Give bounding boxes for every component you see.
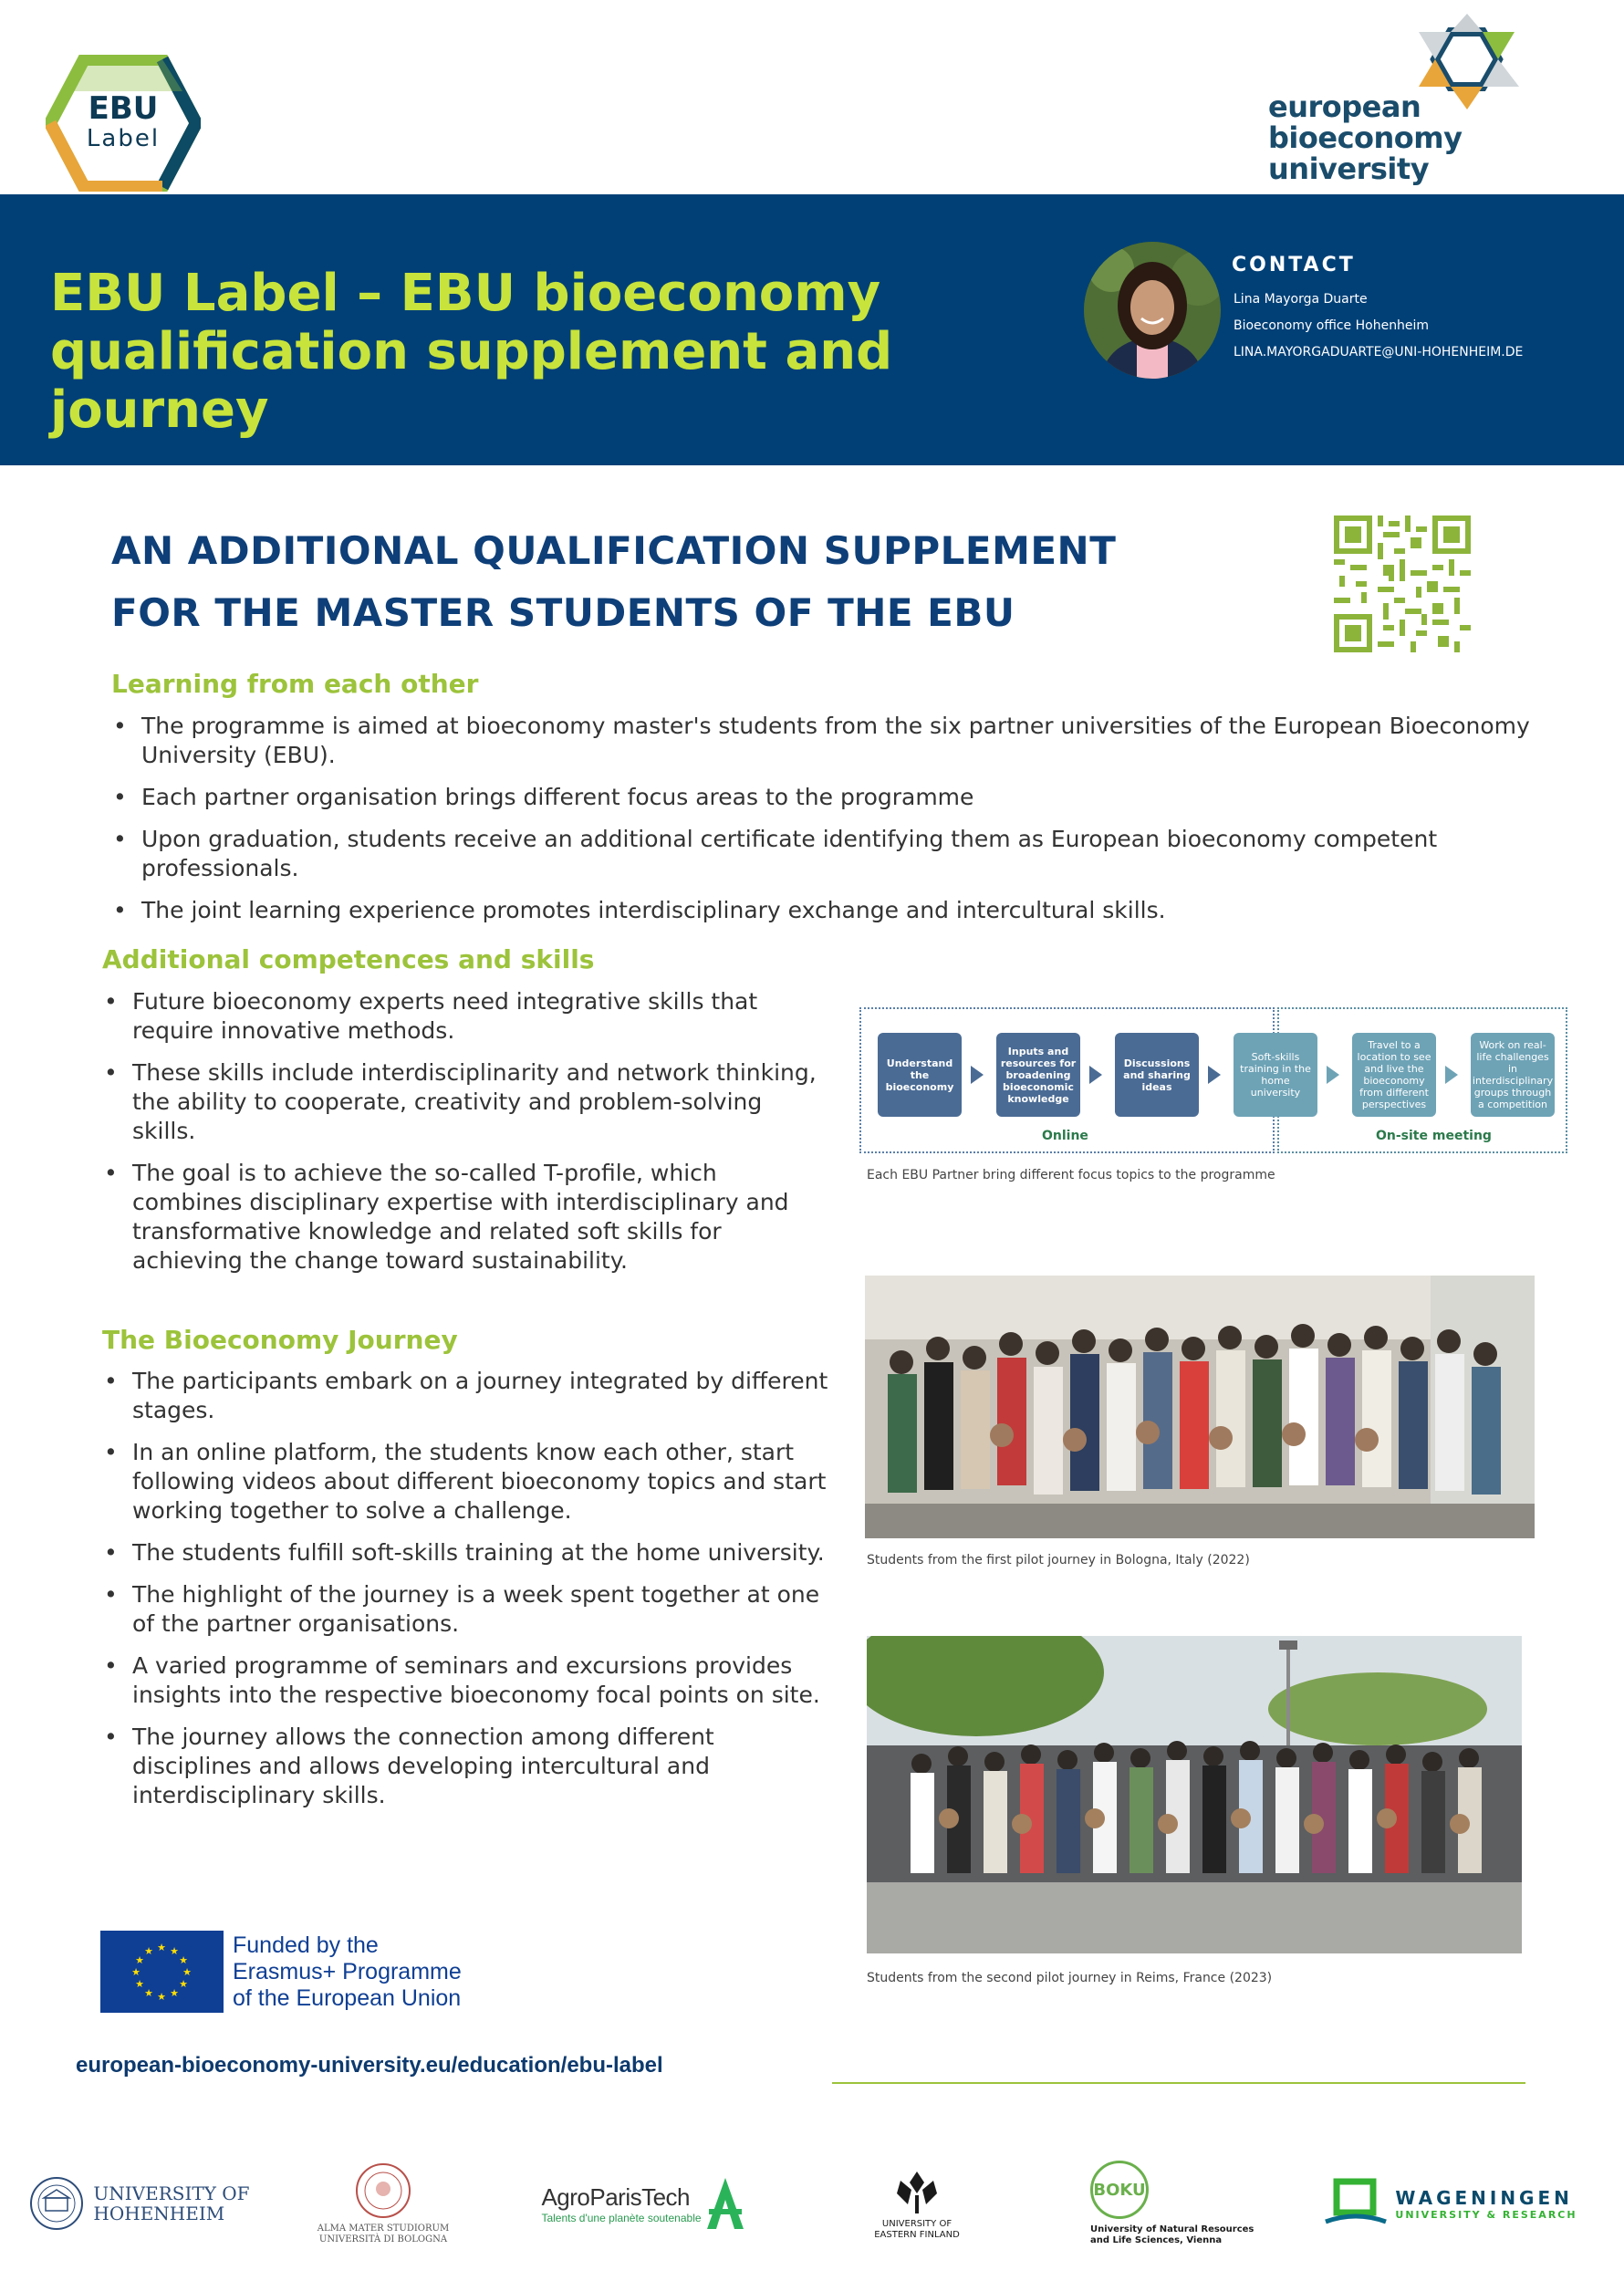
- svg-text:★: ★: [157, 1942, 166, 1953]
- partner-logo-bologna: [292, 2153, 474, 2254]
- phase-label-online: Online: [1042, 1129, 1088, 1143]
- group-photo-reims: [867, 1636, 1522, 1953]
- list-item: • In an online platform, the students know each other, start following videos about different bioeconomy topics and start working together to solve a challenge.: [102, 1438, 832, 1526]
- journey-diagram: [858, 1005, 1569, 1156]
- contact-office: Bioeconomy office Hohenheim: [1234, 318, 1430, 333]
- wageningen-name: WAGENINGEN: [1395, 2186, 1573, 2209]
- erasmus-funding-text: [233, 1932, 462, 2012]
- agroparistech-tagline: Talents d'une planète soutenable: [541, 2211, 702, 2224]
- contact-avatar: [1084, 242, 1221, 379]
- hohenheim-seal-icon: [29, 2176, 84, 2231]
- diagram-step: Soft-skills training in the home university: [1234, 1033, 1317, 1117]
- partner-logo-hohenheim: [26, 2153, 254, 2254]
- uef-line-2: EASTERN FINLAND: [874, 2230, 960, 2240]
- svg-text:★: ★: [179, 1954, 188, 1966]
- list-item: • The goal is to achieve the so-called T-profile, which combines disciplinary expertise with interdisciplinary and transformative knowledge and related soft skills for achieving the change toward sustainability.: [102, 1159, 832, 1276]
- partner-logo-wageningen: [1314, 2153, 1588, 2254]
- page-title: [50, 265, 1054, 440]
- funding-line-1: Funded by the: [233, 1932, 379, 1958]
- hohenheim-line-2: HOHENHEIM: [93, 2203, 225, 2224]
- list-item: • These skills include interdisciplinarity and network thinking, the ability to cooperate, creativity and problem-solving skills.: [102, 1058, 832, 1146]
- diagram-step: Discussions and sharing ideas: [1115, 1033, 1199, 1117]
- svg-text:★: ★: [182, 1966, 192, 1978]
- qr-code[interactable]: [1334, 516, 1471, 652]
- svg-text:★: ★: [135, 1978, 144, 1990]
- list-item: • Future bioeconomy experts need integrative skills that require innovative methods.: [102, 987, 832, 1046]
- svg-text:★: ★: [170, 1945, 179, 1957]
- photo-caption-reims: Students from the second pilot journey in Reims, France (2023): [867, 1971, 1273, 1985]
- list-item: • The students fulfill soft-skills training at the home university.: [102, 1538, 832, 1568]
- divider: [832, 2082, 1525, 2084]
- ebu-label-logo-text: EBU: [88, 90, 159, 127]
- svg-text:★: ★: [131, 1966, 141, 1978]
- list-item: • The programme is aimed at bioeconomy master's students from the six partner universities of the European Bioeconomy University (EBU).: [111, 712, 1553, 770]
- diagram-step: Travel to a location to see and live the bioeconomy from different perspectives: [1352, 1033, 1436, 1117]
- boku-seal-icon: BOKU: [1090, 2161, 1149, 2219]
- list-item: • Each partner organisation brings different focus areas to the programme: [111, 783, 1553, 812]
- eu-flag-icon: [100, 1931, 224, 2013]
- list-item: • The highlight of the journey is a week spent together at one of the partner organisations.: [102, 1580, 832, 1639]
- journey-list: [102, 1367, 832, 1823]
- arrow-icon: [1445, 1066, 1458, 1084]
- partner-logo-boku: [1090, 2153, 1264, 2254]
- partner-logo-agroparistech: [525, 2153, 762, 2254]
- diagram-step: Inputs and resources for broadening bioeconomic knowledge: [996, 1033, 1080, 1117]
- contact-email[interactable]: LINA.MAYORGADUARTE@UNI-HOHENHEIM.DE: [1234, 345, 1524, 359]
- svg-text:★: ★: [157, 1991, 166, 2003]
- ebu-label-logo: [46, 55, 201, 192]
- arrow-icon: [1327, 1066, 1339, 1084]
- svg-text:★: ★: [144, 1987, 153, 1999]
- page-title-line-1: EBU Label – EBU bioeconomy: [50, 264, 881, 323]
- diagram-caption: Each EBU Partner bring different focus topics to the programme: [867, 1168, 1275, 1182]
- section-title-line-1: AN ADDITIONAL QUALIFICATION SUPPLEMENT: [111, 528, 1117, 573]
- svg-text:★: ★: [170, 1987, 179, 1999]
- wageningen-mark-icon: [1324, 2178, 1388, 2229]
- list-item: • Upon graduation, students receive an additional certificate identifying them as European bioeconomy competent professionals.: [111, 825, 1553, 883]
- ebu-label-logo-subtext: Label: [86, 125, 161, 152]
- section-heading-competences: Additional competences and skills: [102, 944, 595, 974]
- arrow-icon: [1089, 1066, 1102, 1084]
- competences-list: [102, 987, 832, 1288]
- bologna-seal-icon: [354, 2161, 412, 2220]
- bologna-line-1: ALMA MATER STUDIORUM: [317, 2224, 450, 2234]
- arrow-icon: [1208, 1066, 1221, 1084]
- funding-line-2: Erasmus+ Programme: [233, 1959, 462, 1984]
- section-heading-learning: Learning from each other: [111, 669, 479, 699]
- contact-heading: CONTACT: [1232, 254, 1356, 276]
- hohenheim-line-1: UNIVERSITY OF: [93, 2182, 250, 2204]
- list-item: • The joint learning experience promotes interdisciplinary exchange and intercultural skills.: [111, 896, 1553, 925]
- ebu-logo-line-3: university: [1268, 151, 1430, 186]
- uef-leaf-icon: [891, 2166, 942, 2217]
- list-item: • The participants embark on a journey integrated by different stages.: [102, 1367, 832, 1425]
- ebu-logo-line-2: bioeconomy: [1268, 120, 1463, 155]
- svg-text:★: ★: [144, 1945, 153, 1957]
- svg-text:★: ★: [135, 1954, 144, 1966]
- diagram-step: Understand the bioeconomy: [878, 1033, 962, 1117]
- website-link[interactable]: european-bioeconomy-university.eu/education/ebu-label: [76, 2053, 663, 2078]
- svg-text:★: ★: [179, 1978, 188, 1990]
- wageningen-tagline: UNIVERSITY & RESEARCH: [1395, 2208, 1577, 2221]
- arrow-icon: [971, 1066, 984, 1084]
- list-item: • The journey allows the connection among different disciplines and allows developing intercultural and interdisciplinary skills.: [102, 1723, 832, 1810]
- section-title-line-2: FOR THE MASTER STUDENTS OF THE EBU: [111, 590, 1015, 635]
- ebu-logo-line-1: european: [1268, 89, 1421, 124]
- section-heading-journey: The Bioeconomy Journey: [102, 1325, 458, 1355]
- agroparistech-mark-icon: [705, 2176, 745, 2231]
- uef-line-1: UNIVERSITY OF: [881, 2219, 953, 2229]
- agroparistech-name: AgroParisTech: [541, 2182, 691, 2211]
- contact-name: Lina Mayorga Duarte: [1234, 292, 1368, 307]
- diagram-step: Work on real-life challenges in interdisciplinary groups through a competition: [1471, 1033, 1555, 1117]
- section-title: [111, 520, 1206, 644]
- photo-caption-bologna: Students from the first pilot journey in Bologna, Italy (2022): [867, 1553, 1250, 1568]
- funding-line-3: of the European Union: [233, 1985, 462, 2011]
- list-item: • A varied programme of seminars and excursions provides insights into the respective bioeconomy focal points on site.: [102, 1651, 832, 1710]
- ebu-university-logo: [1259, 14, 1551, 187]
- boku-line-2: and Life Sciences, Vienna: [1090, 2235, 1223, 2245]
- boku-line-1: University of Natural Resources: [1090, 2224, 1254, 2234]
- learning-list: [111, 712, 1553, 938]
- group-photo-bologna: [865, 1276, 1535, 1538]
- partner-logo-uef: [848, 2153, 985, 2254]
- page-title-line-2: qualification supplement and journey: [50, 322, 893, 440]
- bologna-line-2: UNIVERSITÀ DI BOLOGNA: [318, 2234, 448, 2245]
- phase-label-onsite: On-site meeting: [1376, 1129, 1492, 1143]
